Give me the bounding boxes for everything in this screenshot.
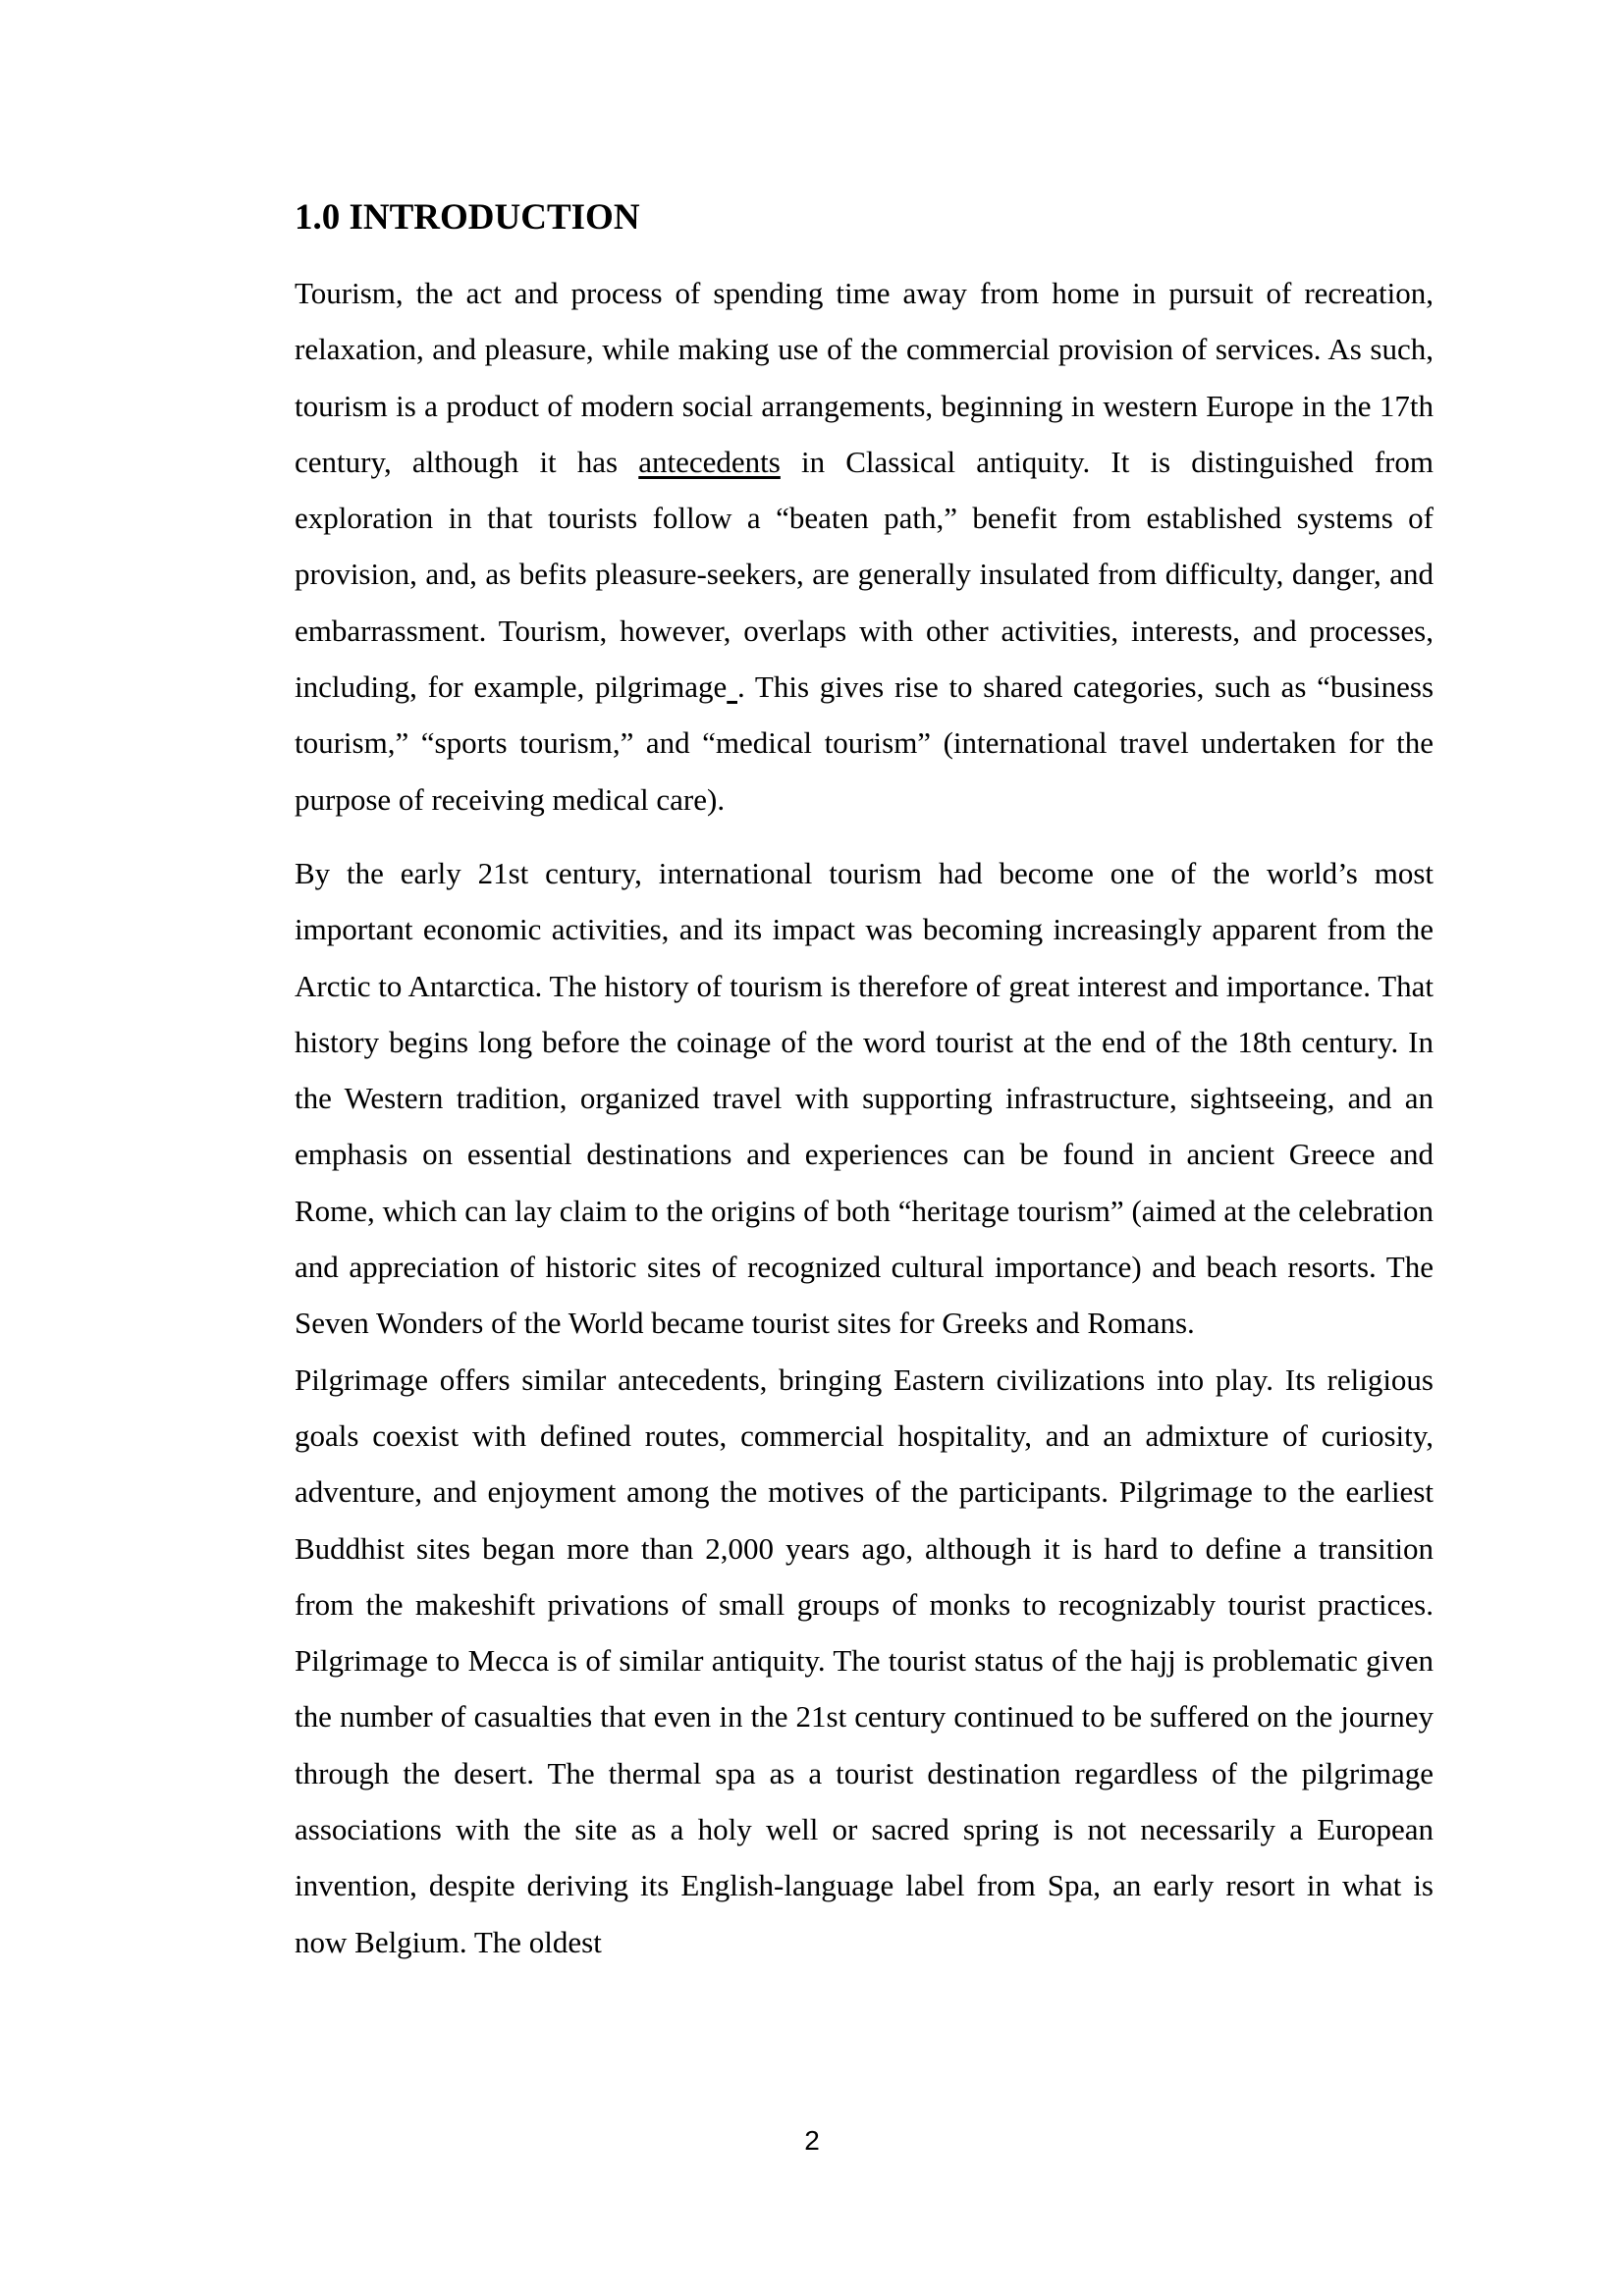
paragraph-2: By the early 21st century, international tourism had become one of the world’s most important economic activities, and its impact was becoming increasingly apparent from the Arctic to Antarctica. The history of tourism is therefore of great interest and importance. That history begins long before the coinage of the word tourist at the end of the 18th century. In the Western tradition, organized travel with supporting infrastructure, sightseeing, and an emphasis on essential destinations and experiences can be found in ancient Greece and Rome, which can lay claim to the origins of both “heritage tourism” (aimed at the celebration and appreciation of historic sites of recognized cultural importance) and beach resorts. The Seven Wonders of the World became tourist sites for Greeks and Romans. — [295, 855, 1434, 1341]
paragraph-1 — [295, 265, 1434, 828]
paragraph-1-text-b: in Classical antiquity. It is distinguished from exploration in that tourists follow a “beaten path,” benefit from established systems of provision, and, as befits pleasure-seekers, are generally insulated from difficulty, danger, and embarrassment. Tourism, however, overlaps with other activities, interests, and processes, including, for example, pilgrimage — [295, 444, 1434, 705]
paragraph-1-text-c: . This gives rise to shared categories, such as “business tourism,” “sports tourism,” and “medical tourism” (international travel undertaken for the purpose of receiving medical care). — [295, 669, 1435, 817]
underscore-mark — [727, 669, 737, 704]
paragraph-1-text-a: Tourism, the act and process of spending time away from home in pursuit of recreation, relaxation, and pleasure, while making use of the commercial provision of services. As such, tourism is a product of modern social arrangements, beginning in western Europe in the 17th century, although it has — [295, 276, 1434, 479]
antecedents-link[interactable]: antecedents — [638, 444, 781, 479]
section-heading: 1.0 INTRODUCTION — [295, 197, 640, 238]
page-body — [295, 194, 1434, 1970]
paragraph-3: Pilgrimage offers similar antecedents, bringing Eastern civilizations into play. Its religious goals coexist with defined routes, commercial hospitality, and an admixture of curiosity, adventure, and enjoyment among the motives of the participants. Pilgrimage to the earliest Buddhist sites began more than 2,000 years ago, although it is hard to define a transition from the makeshift privations of small groups of monks to recognizably tourist practices. Pilgrimage to Mecca is of similar antiquity. The tourist status of the hajj is problematic given the number of casualties that even in the 21st century continued to be suffered on the journey through the desert. The thermal spa as a tourist destination regardless of the pilgrimage associations with the site as a holy well or sacred spring is not necessarily a European invention, despite deriving its English-language label from Spa, an early resort in what is now Belgium. The oldest — [295, 1362, 1434, 1959]
page-number: 2 — [804, 2125, 820, 2156]
